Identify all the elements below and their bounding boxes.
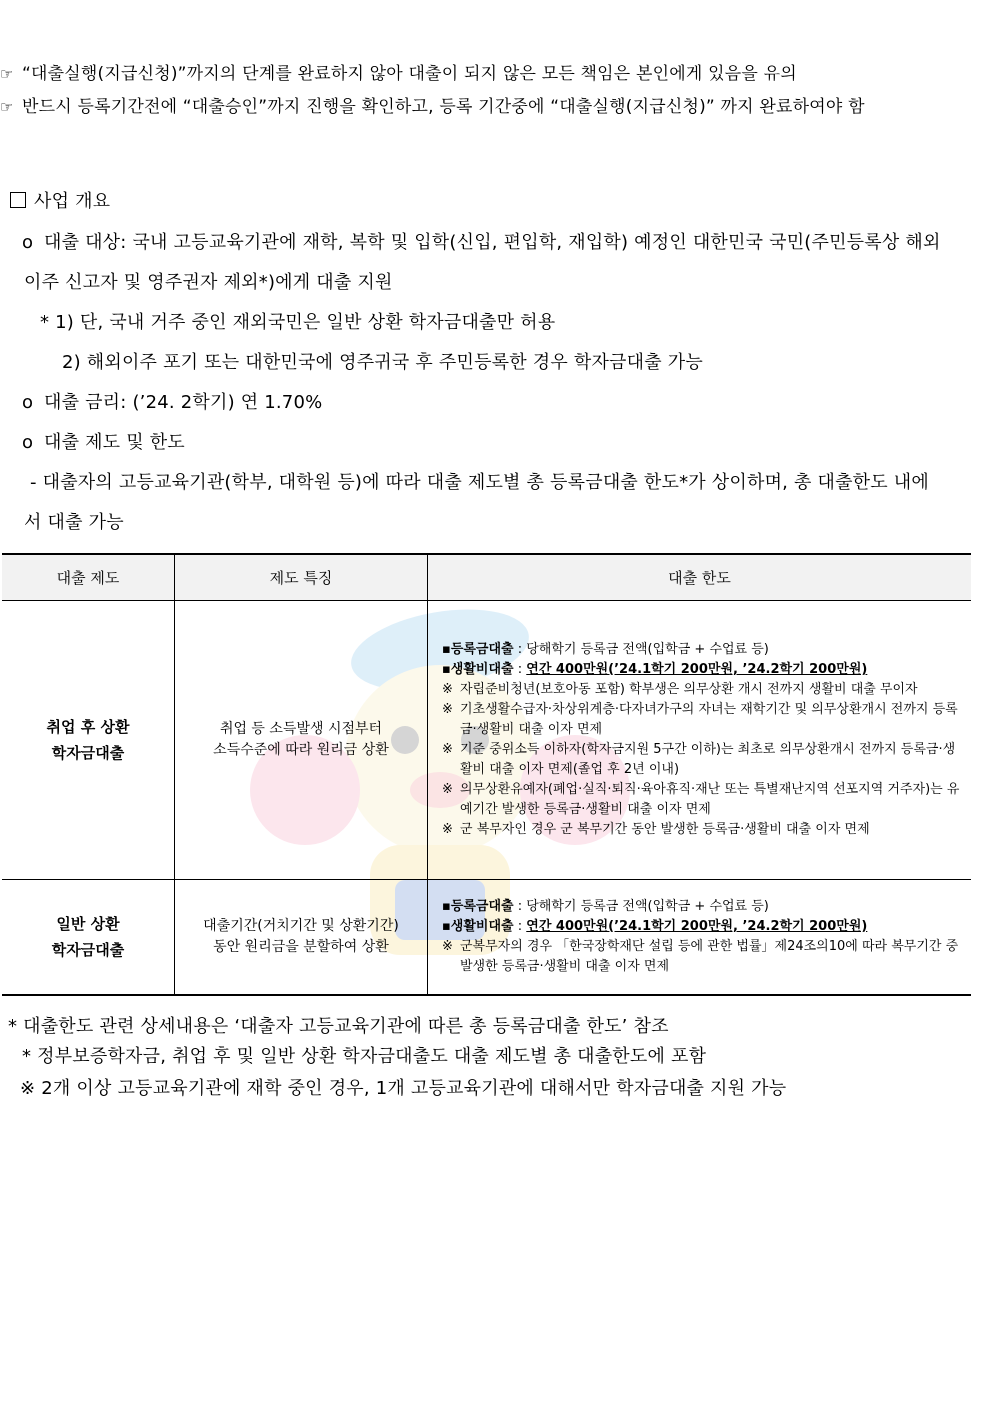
section-title: 사업 개요 [10, 190, 110, 214]
target-note-2: 2) 해외이주 포기 또는 대한민국에 영주귀국 후 주민등록한 경우 학자금대출 가능 [62, 352, 703, 373]
table-header: 제도 특징 [175, 554, 428, 601]
loan-type-cell: 일반 상환 학자금대출 [2, 880, 175, 995]
system-line: o 대출 제도 및 한도 [22, 432, 185, 453]
table-header: 대출 제도 [2, 554, 175, 601]
loan-table [2, 553, 971, 996]
living-loan-line: ▪생활비대출 : 연간 400만원(’24.1학기 200만원, ’24.2학기 200만원) [442, 918, 868, 934]
loan-limit-cell [428, 880, 972, 995]
target-line-2: 이주 신고자 및 영주권자 제외*)에게 대출 지원 [24, 272, 393, 293]
table-header: 대출 한도 [428, 554, 972, 601]
table-header-row [2, 554, 971, 601]
checkbox-square-icon [10, 192, 26, 208]
notice-1 [0, 62, 797, 86]
limit-note: ※ 기준 중위소득 이하자(학자금지원 5구간 이하)는 최초로 의무상환개시 전까지 등록금·생활비 대출 이자 면제(졸업 후 2년 이내) [442, 742, 956, 777]
system-desc-1: - 대출자의 고등교육기관(학부, 대학원 등)에 따라 대출 제도별 총 등록금대출 한도*가 상이하며, 총 대출한도 내에 [30, 472, 929, 493]
table-row [2, 601, 971, 880]
notice-text: 반드시 등록기간전에 “대출승인”까지 진행을 확인하고, 등록 기간중에 “대출실행(지급신청)” 까지 완료하여야 함 [22, 97, 865, 117]
loan-type-cell: 취업 후 상환 학자금대출 [2, 601, 175, 880]
table-row [2, 880, 971, 995]
footnote-1: * 대출한도 관련 상세내용은 ‘대출자 고등교육기관에 따른 총 등록금대출 한도’ 참조 [8, 1016, 669, 1037]
rate-line: o 대출 금리: (’24. 2학기) 연 1.70% [22, 392, 323, 413]
tuition-loan-line: ▪등록금대출 : 당해학기 등록금 전액(입학금 + 수업료 등) [442, 898, 769, 914]
limit-note: ※ 군 복무자인 경우 군 복무기간 동안 발생한 등록금·생활비 대출 이자 면제 [442, 822, 870, 837]
pointing-hand-icon: ☞ [0, 98, 14, 116]
notice-text: “대출실행(지급신청)”까지의 단계를 완료하지 않아 대출이 되지 않은 모든 책임은 본인에게 있음을 유의 [22, 64, 797, 84]
target-note-1: * 1) 단, 국내 거주 중인 재외국민은 일반 상환 학자금대출만 허용 [40, 312, 556, 333]
loan-limit-cell [428, 601, 972, 880]
limit-note: ※ 기초생활수급자·차상위계층·다자녀가구의 자녀는 재학기간 및 의무상환개시 전까지 등록금·생활비 대출 이자 면제 [442, 702, 958, 737]
living-loan-line: ▪생활비대출 : 연간 400만원(’24.1학기 200만원, ’24.2학기 200만원) [442, 662, 868, 677]
pointing-hand-icon: ☞ [0, 65, 14, 83]
loan-feature-cell: 취업 등 소득발생 시점부터 소득수준에 따라 원리금 상환 [175, 601, 428, 880]
limit-note: ※ 의무상환유예자(폐업·실직·퇴직·육아휴직·재난 또는 특별재난지역 선포지역 거주자)는 유예기간 발생한 등록금·생활비 대출 이자 면제 [442, 782, 960, 817]
loan-feature-cell: 대출기간(거치기간 및 상환기간) 동안 원리금을 분할하여 상환 [175, 880, 428, 995]
system-desc-2: 서 대출 가능 [24, 512, 124, 533]
target-line-1: o 대출 대상: 국내 고등교육기관에 재학, 복학 및 입학(신입, 편입학, 재입학) 예정인 대한민국 국민(주민등록상 해외 [22, 232, 941, 253]
limit-note: ※ 자립준비청년(보호아동 포함) 학부생은 의무상환 개시 전까지 생활비 대출 무이자 [442, 682, 918, 697]
footnote-2: * 정부보증학자금, 취업 후 및 일반 상환 학자금대출도 대출 제도별 총 대출한도에 포함 [22, 1046, 707, 1067]
limit-note: ※ 군복무자의 경우 「한국장학재단 설립 등에 관한 법률」제24조의10에 따라 복무기간 중 발생한 등록금·생활비 대출 이자 면제 [442, 938, 959, 974]
notice-2 [0, 95, 865, 119]
footnote-3: ※ 2개 이상 고등교육기관에 재학 중인 경우, 1개 고등교육기관에 대해서만 학자금대출 지원 가능 [20, 1078, 787, 1099]
tuition-loan-line: ▪등록금대출 : 당해학기 등록금 전액(입학금 + 수업료 등) [442, 642, 769, 657]
